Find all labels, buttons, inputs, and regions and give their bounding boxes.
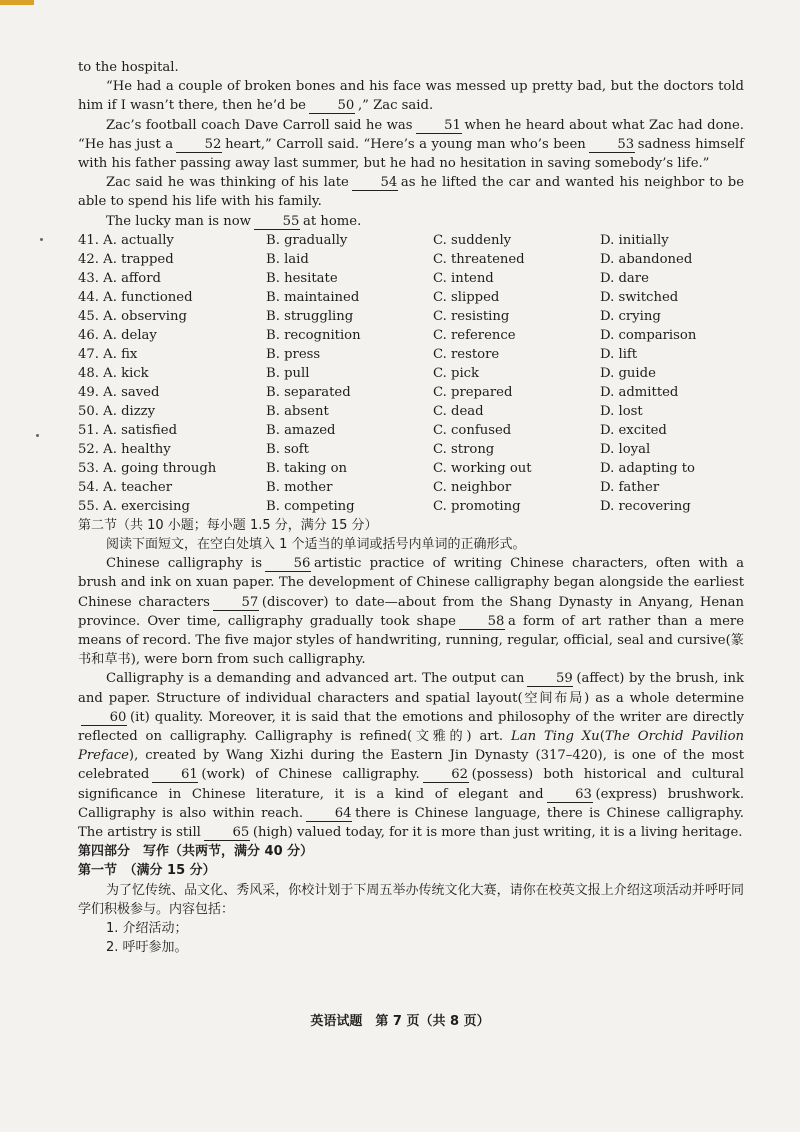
- scan-corner-mark: [0, 0, 34, 5]
- option-choice[interactable]: B. soft: [266, 441, 309, 457]
- option-choice[interactable]: D. loyal: [600, 441, 651, 457]
- option-choice[interactable]: C. suddenly: [433, 232, 512, 248]
- option-choice[interactable]: B. amazed: [266, 422, 336, 438]
- option-choice[interactable]: 49. A. saved: [78, 384, 160, 400]
- option-choice[interactable]: 53. A. going through: [78, 460, 217, 476]
- option-choice[interactable]: D. guide: [600, 365, 656, 381]
- passage-paragraph: Zac said he was thinking of his late 54 as he lifted the car and wanted his neighbor to be able to spend his life with his family.: [78, 175, 744, 210]
- option-choice[interactable]: D. father: [600, 479, 660, 495]
- part-heading: 第四部分 写作（共两节，满分 40 分）: [78, 844, 314, 860]
- passage-paragraph: Zac’s football coach Dave Carroll said he was 51 when he heard about what Zac had done. “He has just a 52 heart,” Carroll said. “Here’s a young man who’s been 53 sadness himself with his father passing away last summer, but he had no hesitation in saving somebody’s life.”: [78, 117, 745, 172]
- option-choice[interactable]: D. initially: [600, 232, 669, 248]
- option-choice[interactable]: D. abandoned: [600, 251, 693, 267]
- blank-55[interactable]: 55: [254, 214, 300, 230]
- scan-speck: [40, 238, 43, 241]
- option-choice[interactable]: C. pick: [433, 365, 480, 381]
- option-row: [78, 421, 744, 440]
- prompt-item: 1. 介绍活动；: [106, 921, 188, 937]
- option-choice[interactable]: C. working out: [433, 460, 532, 476]
- option-row: [78, 364, 744, 383]
- blank-53[interactable]: 53: [589, 137, 635, 153]
- option-choice[interactable]: 50. A. dizzy: [78, 403, 156, 419]
- option-choice[interactable]: C. confused: [433, 422, 512, 438]
- blank-52[interactable]: 52: [176, 137, 222, 153]
- option-row: [78, 288, 744, 307]
- option-choice[interactable]: C. resisting: [433, 308, 510, 324]
- option-choice[interactable]: B. maintained: [266, 289, 360, 305]
- option-choice[interactable]: C. restore: [433, 346, 500, 362]
- option-choice[interactable]: D. admitted: [600, 384, 679, 400]
- option-choice[interactable]: D. switched: [600, 289, 679, 305]
- option-choice[interactable]: 46. A. delay: [78, 327, 157, 343]
- writing-prompt: 为了忆传统、品文化、秀风采，你校计划于下周五举办传统文化大赛，请你在校英文报上介绍这项活动并呼吁同学们积极参与。内容包括：: [78, 882, 744, 917]
- option-choice[interactable]: 55. A. exercising: [78, 498, 190, 514]
- option-choice[interactable]: B. taking on: [266, 460, 348, 476]
- option-choice[interactable]: C. intend: [433, 270, 494, 286]
- option-choice[interactable]: B. pull: [266, 365, 310, 381]
- option-choice[interactable]: 42. A. trapped: [78, 251, 174, 267]
- option-choice[interactable]: 45. A. observing: [78, 308, 187, 324]
- prompt-item: 2. 呼吁参加。: [106, 940, 188, 956]
- blank-50[interactable]: 50: [309, 98, 355, 114]
- option-row: [78, 459, 744, 478]
- section-heading: 第二节（共 10 小题；每小题 1.5 分，满分 15 分）: [78, 517, 378, 533]
- scan-speck: [36, 434, 39, 437]
- blank-63[interactable]: 63: [547, 787, 593, 803]
- option-choice[interactable]: 48. A. kick: [78, 365, 149, 381]
- option-choice[interactable]: B. competing: [266, 498, 355, 514]
- option-row: [78, 326, 744, 345]
- option-choice[interactable]: C. neighbor: [433, 479, 512, 495]
- blank-58[interactable]: 58: [459, 614, 505, 630]
- option-choice[interactable]: C. promoting: [433, 498, 521, 514]
- option-choice[interactable]: 54. A. teacher: [78, 479, 173, 495]
- passage-paragraph: Chinese calligraphy is 56 artistic practice of writing Chinese characters, often with a brush and ink on xuan paper. The development of Chinese calligraphy began alongside the earliest Chinese characters 57 (discover) to date—about from the Shang Dynasty in Anyang, Henan province. Over time, calligraphy gradually took shape 58 a form of art rather than a mere means of record. The five major styles of handwriting, running, regular, official, seal and cursive(篆书和草书), were born from such calligraphy.: [78, 556, 744, 668]
- option-choice[interactable]: 44. A. functioned: [78, 289, 193, 305]
- option-row: [78, 307, 744, 326]
- option-choice[interactable]: 52. A. healthy: [78, 441, 171, 457]
- option-choice[interactable]: D. comparison: [600, 327, 697, 343]
- option-choice[interactable]: C. threatened: [433, 251, 525, 267]
- option-choice[interactable]: D. excited: [600, 422, 667, 438]
- option-row: [78, 231, 744, 250]
- option-choice[interactable]: D. lost: [600, 403, 643, 419]
- option-row: [78, 345, 744, 364]
- option-choice[interactable]: C. strong: [433, 441, 495, 457]
- option-choice[interactable]: B. press: [266, 346, 321, 362]
- option-choice[interactable]: D. adapting to: [600, 460, 695, 476]
- option-choice[interactable]: 47. A. fix: [78, 346, 138, 362]
- option-choice[interactable]: D. crying: [600, 308, 661, 324]
- option-row: [78, 402, 744, 421]
- option-row: [78, 269, 744, 288]
- option-row: [78, 383, 744, 402]
- option-choice[interactable]: B. mother: [266, 479, 333, 495]
- option-row: [78, 440, 744, 459]
- option-choice[interactable]: B. hesitate: [266, 270, 338, 286]
- page-footer: 英语试题 第 7 页（共 8 页）: [310, 1014, 490, 1029]
- blank-60[interactable]: 60: [81, 710, 127, 726]
- option-choice[interactable]: 41. A. actually: [78, 232, 174, 248]
- option-choice[interactable]: B. gradually: [266, 232, 348, 248]
- option-choice[interactable]: C. dead: [433, 403, 484, 419]
- blank-65[interactable]: 65: [204, 825, 250, 841]
- blank-54[interactable]: 54: [352, 175, 398, 191]
- option-choice[interactable]: B. separated: [266, 384, 351, 400]
- option-choice[interactable]: B. absent: [266, 403, 329, 419]
- option-choice[interactable]: D. lift: [600, 346, 638, 362]
- subsection-heading: 第一节 （满分 15 分）: [78, 863, 216, 879]
- option-choice[interactable]: C. slipped: [433, 289, 500, 305]
- passage-paragraph: Calligraphy is a demanding and advanced art. The output can 59 (affect) by the brush, ink and paper. Structure of individual characters and spatial layout(空间布局) as a whole determine60 (it) quality. Moreover, it is said that the emotions and philosophy of the writer are directly reflected on calligraphy. Calligraphy is refined(文雅的) art. Lan Ting Xu(The Orchid Pavilion Preface), created by Wang Xizhi during the Eastern Jin Dynasty (317–420), is one of the most celebrated 61 (work) of Chinese calligraphy. 62 (possess) both historical and cultural significance in Chinese literature, it is a kind of elegant and 63 (express) brushwork. Calligraphy is also within reach. 64 there is Chinese language, there is Chinese calligraphy. The artistry is still 65 (high) valued today, for it is more than just writing, it is a living heritage.: [78, 671, 745, 841]
- option-row: [78, 497, 744, 516]
- option-row: [78, 250, 744, 269]
- option-choice[interactable]: D. recovering: [600, 498, 691, 514]
- passage-paragraph: The lucky man is now 55 at home.: [106, 213, 362, 229]
- blank-56[interactable]: 56: [265, 556, 311, 572]
- option-choice[interactable]: B. recognition: [266, 327, 361, 343]
- blank-57[interactable]: 57: [213, 595, 259, 611]
- passage-paragraph: “He had a couple of broken bones and his face was messed up pretty bad, but the doctors told him if I wasn’t there, then he’d be 50 ,” Zac said.: [78, 79, 744, 114]
- option-choice[interactable]: B. struggling: [266, 308, 354, 324]
- option-choice[interactable]: B. laid: [266, 251, 309, 267]
- option-choice[interactable]: D. dare: [600, 270, 649, 286]
- blank-64[interactable]: 64: [306, 806, 352, 822]
- option-choice[interactable]: C. reference: [433, 327, 516, 343]
- option-choice[interactable]: 43. A. afford: [78, 270, 161, 286]
- section-instruction: 阅读下面短文，在空白处填入 1 个适当的单词或括号内单词的正确形式。: [106, 537, 526, 553]
- blank-61[interactable]: 61: [152, 767, 198, 783]
- exam-page: [78, 58, 744, 958]
- answer-options: [78, 231, 744, 516]
- option-choice[interactable]: 51. A. satisfied: [78, 422, 178, 438]
- blank-62[interactable]: 62: [423, 767, 469, 783]
- blank-51[interactable]: 51: [416, 118, 462, 134]
- blank-59[interactable]: 59: [527, 671, 573, 687]
- option-row: [78, 478, 744, 497]
- passage-line: to the hospital.: [78, 60, 179, 75]
- option-choice[interactable]: C. prepared: [433, 384, 513, 400]
